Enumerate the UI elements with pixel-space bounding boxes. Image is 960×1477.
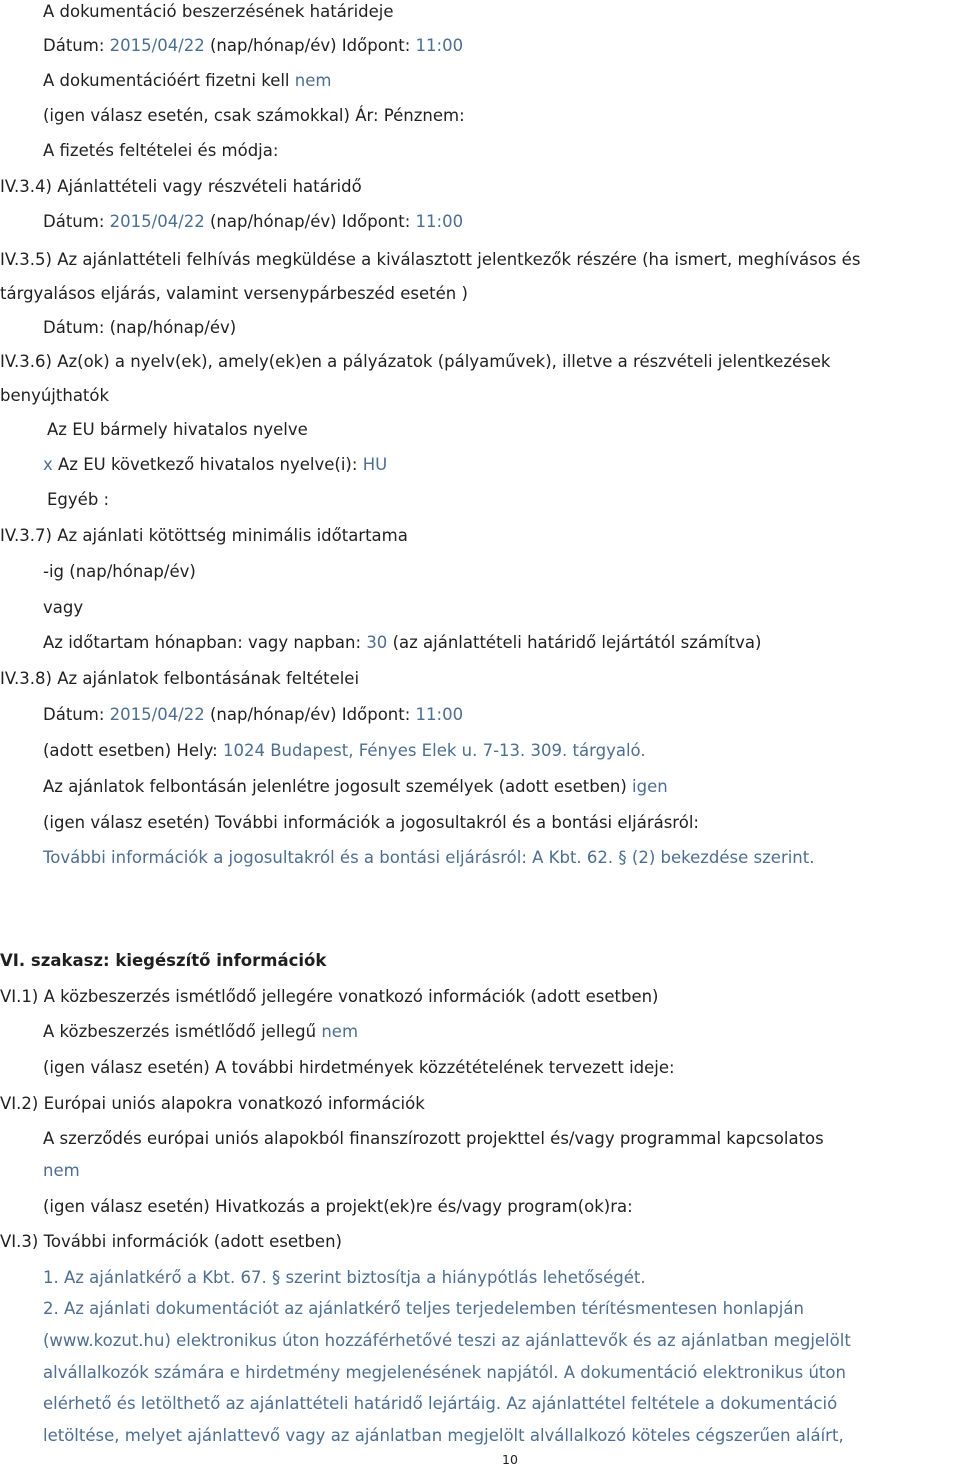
section-iv37-heading: IV.3.7) Az ajánlati kötöttség minimális időtartama: [0, 526, 408, 545]
doc-price-line: (igen válasz esetén, csak számokkal) Ár: Pénznem:: [43, 106, 465, 125]
section-iv37-duration: Az időtartam hónapban: vagy napban: 30 (az ajánlattételi határidő lejártától számítva): [43, 633, 762, 652]
section-vi3-heading: VI.3) További információk (adott esetben): [0, 1232, 342, 1251]
section-iv38-info-label: (igen válasz esetén) További információk a jogosultakról és a bontási eljárásról:: [43, 813, 699, 832]
section-vi3-item: alvállalkozók számára e hirdetmény megjelenésének napjától. A dokumentáció elektronikus úton: [43, 1363, 846, 1382]
option-any-eu-language: Az EU bármely hivatalos nyelve: [47, 420, 308, 439]
section-iv38-date: Dátum: 2015/04/22 (nap/hónap/év) Időpont: 11:00: [43, 705, 464, 724]
section-iv36-heading: IV.3.6) Az(ok) a nyelv(ek), amely(ek)en a pályázatok (pályaművek), illetve a részvételi jelentkezések: [0, 352, 831, 371]
checked-mark: x: [43, 455, 53, 474]
section-vi1-heading: VI.1) A közbeszerzés ismétlődő jellegére vonatkozó információk (adott esetben): [0, 987, 659, 1006]
section-vi2-value: nem: [43, 1161, 80, 1180]
section-vi1-followup: (igen válasz esetén) A további hirdetmények közzétételének tervezett ideje:: [43, 1058, 675, 1077]
option-other-language: Egyéb :: [47, 490, 110, 509]
section-vi1-recurring: A közbeszerzés ismétlődő jellegű nem: [43, 1022, 359, 1041]
section-iv38-heading: IV.3.8) Az ajánlatok felbontásának feltételei: [0, 669, 360, 688]
doc-payment-line: A dokumentációért fizetni kell nem: [43, 71, 332, 90]
section-iv36-heading-cont: benyújthatók: [0, 386, 110, 405]
doc-deadline-date: Dátum: 2015/04/22 (nap/hónap/év) Időpont: 11:00: [43, 36, 464, 55]
section-vi3-item: 2. Az ajánlati dokumentációt az ajánlatkérő teljes terjedelemben térítésmentesen honlapján: [43, 1299, 804, 1318]
doc-payment-terms: A fizetés feltételei és módja:: [43, 141, 279, 160]
section-iv38-place: (adott esetben) Hely: 1024 Budapest, Fényes Elek u. 7-13. 309. tárgyaló.: [43, 741, 646, 760]
section-vi2-followup: (igen válasz esetén) Hivatkozás a projekt(ek)re és/vagy program(ok)ra:: [43, 1197, 633, 1216]
section-vi3-item: (www.kozut.hu) elektronikus úton hozzáférhetővé teszi az ajánlattevők és az ajánlatban megjelölt: [43, 1331, 851, 1350]
section-iv37-or: vagy: [43, 598, 84, 617]
doc-deadline-heading: A dokumentáció beszerzésének határideje: [43, 2, 394, 21]
section-iv35-heading: IV.3.5) Az ajánlattételi felhívás megküldése a kiválasztott jelentkezők részére (ha ismert, meghívásos és: [0, 250, 861, 269]
section-vi3-item: 1. Az ajánlatkérő a Kbt. 67. § szerint biztosítja a hiánypótlás lehetőségét.: [43, 1268, 646, 1287]
section-vi3-item: elérhető és letölthető az ajánlattételi határidő lejártáig. Az ajánlattétel feltétele a dokumentáció: [43, 1394, 838, 1413]
section-iv35-heading-cont: tárgyalásos eljárás, valamint versenypárbeszéd esetén ): [0, 284, 468, 303]
section-vi2-heading: VI.2) Európai uniós alapokra vonatkozó információk: [0, 1094, 425, 1113]
section-iv35-date: Dátum: (nap/hónap/év): [43, 318, 237, 337]
section-vi-title: VI. szakasz: kiegészítő információk: [0, 951, 327, 970]
section-iv37-ig: -ig (nap/hónap/év): [43, 562, 196, 581]
section-vi3-item: letöltése, melyet ajánlattevő vagy az ajánlatban megjelölt alvállalkozó köteles cégszerűen aláírt,: [43, 1426, 844, 1445]
section-iv38-persons: Az ajánlatok felbontásán jelenlétre jogosult személyek (adott esetben) igen: [43, 777, 668, 796]
section-vi2-label: A szerződés európai uniós alapokból finanszírozott projekttel és/vagy programmal kapcsolatos: [43, 1129, 824, 1148]
option-following-languages: x Az EU következő hivatalos nyelve(i): HU: [43, 455, 388, 474]
page-number: 10: [502, 1452, 518, 1467]
section-iv34-heading: IV.3.4) Ajánlattételi vagy részvételi határidő: [0, 177, 362, 196]
section-iv38-info-value: További információk a jogosultakról és a bontási eljárásról: A Kbt. 62. § (2) bekezdése szerint.: [43, 848, 815, 867]
section-iv34-date: Dátum: 2015/04/22 (nap/hónap/év) Időpont: 11:00: [43, 212, 464, 231]
